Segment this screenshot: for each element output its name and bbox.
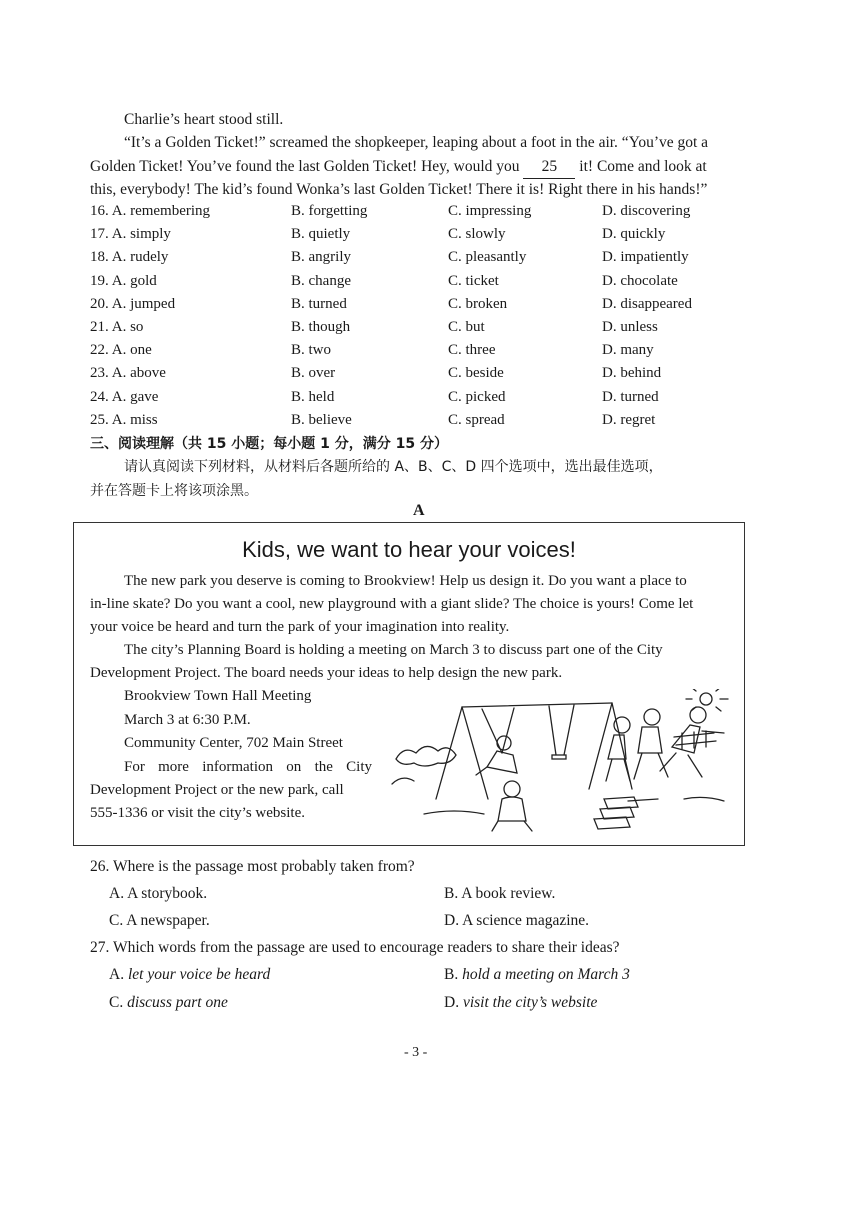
section-heading: 三、阅读理解（共 15 小题；每小题 1 分，满分 15 分） xyxy=(90,436,448,452)
question-number: 19. xyxy=(90,272,109,289)
notice-text: The new park you deserve is coming to Brookview! Help us design it. Do you want a place to xyxy=(124,573,687,589)
cloze-option-a xyxy=(90,203,210,220)
question-number: 17. xyxy=(90,226,109,243)
question-number: 23. xyxy=(90,365,109,382)
question-number: 20. xyxy=(90,295,109,312)
playground-illustration xyxy=(384,689,734,839)
meeting-name: Brookview Town Hall Meeting xyxy=(124,688,312,704)
option-text: A. miss xyxy=(111,411,158,428)
cloze-option-a xyxy=(90,389,158,406)
answer-option xyxy=(109,991,228,1014)
option-letter: C. xyxy=(109,994,124,1011)
passage-line xyxy=(90,155,707,179)
option-text: hold a meeting on March 3 xyxy=(462,966,630,983)
cloze-option-a xyxy=(90,342,152,359)
answer-option: B. A book review. xyxy=(444,885,556,902)
cloze-option-b: B. two xyxy=(291,342,332,359)
section-instruction: 并在答题卡上将该项涂黑。 xyxy=(90,483,258,499)
meeting-place: Community Center, 702 Main Street xyxy=(124,735,343,751)
cloze-option-c: C. three xyxy=(448,342,496,359)
cloze-option-b: B. angrily xyxy=(291,249,351,266)
answer-option: A. A storybook. xyxy=(109,885,208,902)
cloze-option-b: B. forgetting xyxy=(291,203,368,219)
answer-option: C. A newspaper. xyxy=(109,912,210,929)
question-number: 24. xyxy=(90,388,109,405)
cloze-option-c: C. but xyxy=(448,319,485,335)
question-number: 21. xyxy=(90,319,109,335)
option-text: visit the city’s website xyxy=(462,994,598,1011)
cloze-option-a xyxy=(90,226,171,243)
cloze-option-d: D. quickly xyxy=(602,226,666,243)
cloze-option-a xyxy=(90,412,158,429)
cloze-option-b: B. quietly xyxy=(291,226,351,243)
cloze-option-b: B. turned xyxy=(291,295,347,312)
cloze-option-d: D. discovering xyxy=(602,203,691,219)
option-text: A. above xyxy=(111,365,166,382)
question-stem: 27. Which words from the passage are used to encourage readers to share their ideas? xyxy=(90,939,620,956)
option-text: A. simply xyxy=(111,226,171,243)
notice-text: Development Project. The board needs your ideas to help design the new park. xyxy=(90,665,563,681)
question-number: 18. xyxy=(90,249,109,266)
cloze-option-a xyxy=(90,273,157,290)
cloze-option-a xyxy=(90,365,166,382)
question-number: 25. xyxy=(90,411,109,428)
info-text: 555-1336 or visit the city’s website. xyxy=(90,805,305,821)
cloze-option-a xyxy=(90,296,175,313)
option-text: A. rudely xyxy=(111,249,169,266)
cloze-option-d: D. chocolate xyxy=(602,272,678,289)
option-text: A. gave xyxy=(111,388,159,405)
question-number: 22. xyxy=(90,342,109,359)
cloze-option-c: C. spread xyxy=(448,411,505,428)
cloze-option-d: D. behind xyxy=(602,365,662,382)
cloze-option-d: D. unless xyxy=(602,319,658,335)
cloze-option-b: B. over xyxy=(291,365,336,382)
passage-line: Charlie’s heart stood still. xyxy=(124,111,284,128)
info-text: For more information on the City xyxy=(124,759,372,775)
passage-text: it! Come and look at xyxy=(579,158,707,175)
answer-option xyxy=(109,963,270,986)
cloze-blank: 25 xyxy=(523,155,575,179)
answer-option xyxy=(444,991,597,1014)
cloze-option-b: B. held xyxy=(291,388,335,405)
meeting-time: March 3 at 6:30 P.M. xyxy=(124,712,251,728)
cloze-option-c: C. broken xyxy=(448,295,508,312)
option-text: discuss part one xyxy=(127,994,228,1011)
notice-title: Kids, we want to hear your voices! xyxy=(242,537,576,562)
question-number: 16. xyxy=(90,203,109,219)
notice-box xyxy=(73,522,745,846)
notice-text: in-line skate? Do you want a cool, new playground with a giant slide? The choice is yours! Come let xyxy=(90,596,694,612)
passage-line: “It’s a Golden Ticket!” screamed the shopkeeper, leaping about a foot in the air. “You’ve got a xyxy=(124,134,709,151)
info-text: Development Project or the new park, call xyxy=(90,782,344,798)
question-stem: 26. Where is the passage most probably taken from? xyxy=(90,858,415,875)
option-text: A. one xyxy=(111,342,152,359)
answer-option: D. A science magazine. xyxy=(444,912,590,929)
passage-line: this, everybody! The kid’s found Wonka’s last Golden Ticket! There it is! Right there in his hands!” xyxy=(90,181,708,198)
cloze-option-c: C. beside xyxy=(448,365,504,382)
cloze-option-c: C. picked xyxy=(448,388,506,405)
option-text: A. gold xyxy=(111,272,157,289)
cloze-option-d: D. disappeared xyxy=(602,295,692,312)
cloze-option-b: B. though xyxy=(291,319,351,335)
passage-text: Golden Ticket! You’ve found the last Golden Ticket! Hey, would you xyxy=(90,158,520,175)
cloze-option-b: B. change xyxy=(291,272,351,289)
cloze-option-c: C. pleasantly xyxy=(448,249,527,266)
option-letter: A. xyxy=(109,966,125,983)
cloze-option-c: C. impressing xyxy=(448,203,532,219)
cloze-option-b: B. believe xyxy=(291,411,352,428)
cloze-option-d: D. impatiently xyxy=(602,249,689,266)
option-text: let your voice be heard xyxy=(127,966,271,983)
option-text: A. so xyxy=(111,319,144,335)
option-letter: D. xyxy=(444,994,460,1011)
answer-option xyxy=(444,963,630,986)
option-text: A. remembering xyxy=(111,203,211,219)
part-label: A xyxy=(413,502,425,519)
cloze-option-a xyxy=(90,249,168,266)
option-text: A. jumped xyxy=(111,295,176,312)
cloze-option-c: C. slowly xyxy=(448,226,506,243)
page-number: - 3 - xyxy=(404,1045,428,1060)
notice-text: The city’s Planning Board is holding a meeting on March 3 to discuss part one of the City xyxy=(124,642,663,658)
cloze-option-a xyxy=(90,319,143,336)
section-instruction: 请认真阅读下列材料，从材料后各题所给的 A、B、C、D 四个选项中，选出最佳选项， xyxy=(124,459,663,475)
cloze-option-d: D. turned xyxy=(602,388,659,405)
notice-text: your voice be heard and turn the park of your imagination into reality. xyxy=(90,619,510,635)
option-letter: B. xyxy=(444,966,459,983)
cloze-option-d: D. many xyxy=(602,342,654,359)
cloze-option-c: C. ticket xyxy=(448,272,499,289)
cloze-option-d: D. regret xyxy=(602,411,656,428)
